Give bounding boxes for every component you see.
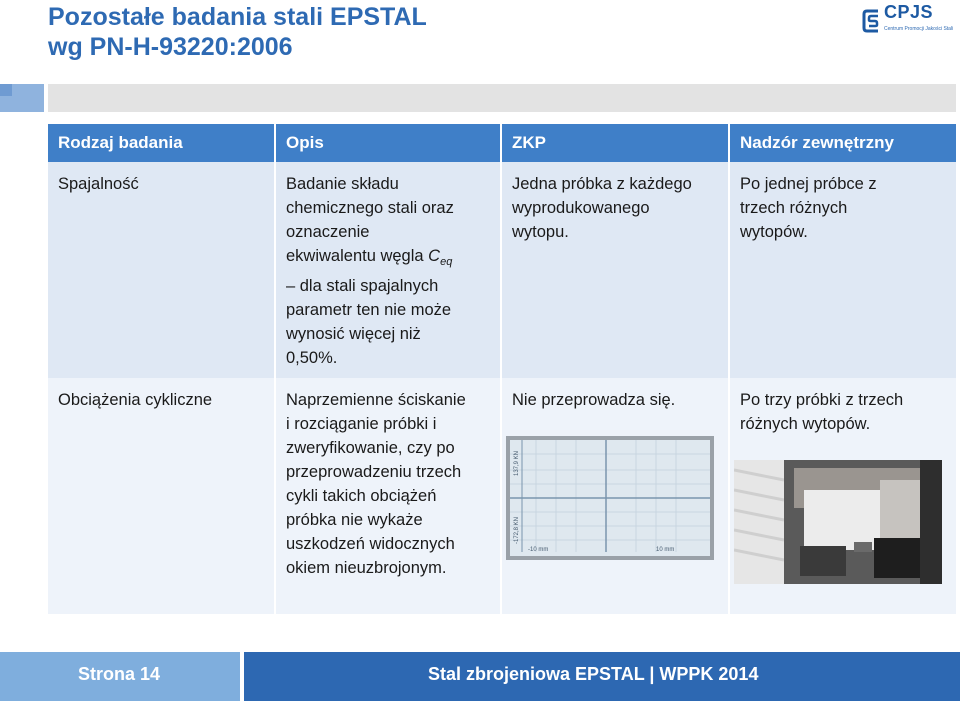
header-description: Opis	[276, 124, 502, 162]
description-line: – dla stali spajalnych	[286, 277, 439, 295]
cell-description	[276, 378, 502, 614]
external-line: różnych wytopów.	[740, 415, 871, 433]
graph-x-left-label: -10 mm	[528, 547, 549, 553]
test-type-text: Obciążenia cykliczne	[58, 391, 213, 409]
description-line: cykli takich obciążeń	[286, 487, 437, 505]
description-text: ekwiwalentu węgla	[286, 247, 429, 265]
zkp-line: Nie przeprowadza się.	[512, 391, 676, 409]
description-line: uszkodzeń widocznych	[286, 535, 455, 553]
description-line: próbka nie wykaże	[286, 511, 423, 529]
description-line: 0,50%.	[286, 349, 338, 367]
description-line: chemicznego stali oraz	[286, 199, 454, 217]
description-line	[286, 244, 490, 274]
zkp-line: Jedna próbka z każdego	[512, 175, 692, 193]
table-row	[48, 162, 956, 378]
graph-y-top-label: 137,9 KN	[514, 450, 520, 476]
title-line-2: wg PN-H-93220:2006	[48, 33, 293, 61]
cell-external-supervision	[730, 378, 956, 614]
graph-x-right-label: 10 mm	[656, 547, 675, 553]
test-type-text: Spajalność	[58, 175, 139, 193]
description-line: oznaczenie	[286, 223, 370, 241]
page-title	[48, 2, 427, 62]
description-line: Naprzemienne ściskanie	[286, 391, 466, 409]
cpjs-logo-icon	[862, 8, 882, 34]
cell-test-type	[48, 378, 276, 614]
external-line: Po jednej próbce z	[740, 175, 877, 193]
external-line: wytopów.	[740, 223, 808, 241]
header-test-type: Rodzaj badania	[48, 124, 276, 162]
external-line: Po trzy próbki z trzech	[740, 391, 904, 409]
page-number: Strona 14	[78, 664, 161, 684]
decor-bar	[48, 84, 956, 112]
description-line: Badanie składu	[286, 175, 399, 193]
zkp-line: wytopu.	[512, 223, 569, 241]
description-line: okiem nieuzbrojonym.	[286, 559, 447, 577]
carbon-equivalent-subscript: eq	[440, 256, 453, 268]
footer-title: Stal zbrojeniowa EPSTAL | WPPK 2014	[428, 664, 759, 684]
header-zkp: ZKP	[502, 124, 730, 162]
cpjs-logo	[862, 4, 954, 42]
description-line: wynosić więcej niż	[286, 325, 421, 343]
description-line: przeprowadzeniu trzech	[286, 463, 462, 481]
test-machine-photo	[734, 460, 942, 584]
decor-square-small	[0, 84, 12, 96]
description-line: parametr ten nie może	[286, 301, 452, 319]
external-line: trzech różnych	[740, 199, 848, 217]
logo-text: CPJS	[884, 2, 934, 22]
cell-zkp	[502, 378, 730, 614]
cell-description	[276, 162, 502, 378]
header-external-supervision: Nadzór zewnętrzny	[730, 124, 956, 162]
cell-test-type	[48, 162, 276, 378]
logo-subtitle: Centrum Promocji Jakości Stali	[884, 26, 954, 32]
tests-table	[48, 124, 956, 614]
graph-y-bottom-label: -172,8 KN	[514, 516, 520, 544]
cyclic-load-graph	[506, 436, 714, 560]
carbon-equivalent-symbol: C	[428, 247, 441, 265]
cell-external-supervision	[730, 162, 956, 378]
description-line: i rozciąganie próbki i	[286, 415, 437, 433]
title-line-1: Pozostałe badania stali EPSTAL	[48, 3, 427, 31]
table-header-row	[48, 124, 956, 162]
table-row	[48, 378, 956, 614]
description-line: zweryfikowanie, czy po	[286, 439, 455, 457]
zkp-line: wyprodukowanego	[512, 199, 650, 217]
cell-zkp	[502, 162, 730, 378]
